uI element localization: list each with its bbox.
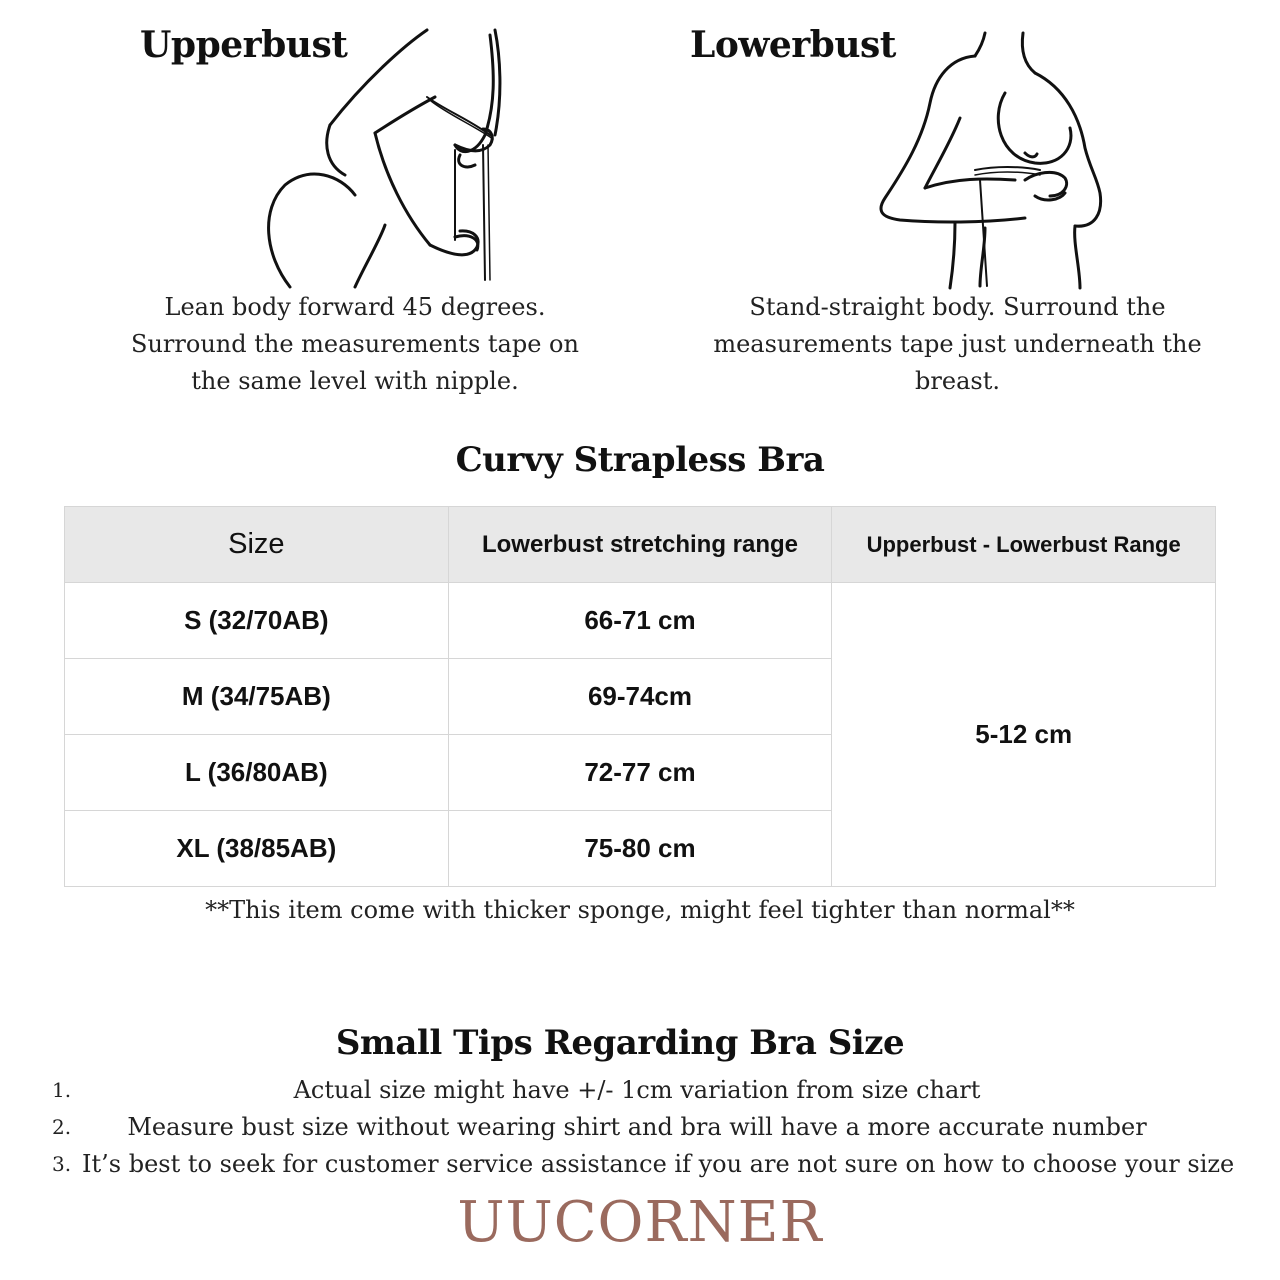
lowerbust-description [700, 289, 1215, 400]
upperbust-illustration [255, 25, 515, 290]
lowerbust-description-line: measurements tape just underneath the [713, 330, 1202, 358]
tip-number: 3. [52, 1152, 72, 1176]
lowerbust-cell: 72-77 cm [448, 735, 832, 811]
header-upper-lower-range: Upperbust - Lowerbust Range [832, 507, 1216, 583]
lowerbust-cell: 66-71 cm [448, 583, 832, 659]
lowerbust-description-line: breast. [915, 367, 1000, 395]
tip-number: 2. [52, 1115, 72, 1139]
table-header-row [65, 507, 1216, 583]
range-cell: 5-12 cm [832, 583, 1216, 887]
brand-logo-text: UUCORNER [457, 1190, 823, 1255]
size-table [64, 506, 1216, 887]
header-lowerbust-range: Lowerbust stretching range [448, 507, 832, 583]
tip-item [52, 1150, 1235, 1184]
upperbust-description-line: Lean body forward 45 degrees. [164, 293, 546, 321]
upperbust-description-line: the same level with nipple. [191, 367, 519, 395]
lowerbust-title: Lowerbust [690, 24, 896, 66]
table-row [65, 583, 1216, 659]
lowerbust-cell: 75-80 cm [448, 811, 832, 887]
size-cell: L (36/80AB) [65, 735, 449, 811]
tip-text: Measure bust size without wearing shirt and bra will have a more accurate number [127, 1113, 1147, 1141]
upperbust-description-line: Surround the measurements tape on [131, 330, 579, 358]
size-chart-title: Curvy Strapless Bra [455, 440, 825, 480]
tip-item [52, 1076, 1222, 1110]
lowerbust-description-line: Stand-straight body. Surround the [749, 293, 1166, 321]
tip-item [52, 1113, 1222, 1147]
lowerbust-cell: 69-74cm [448, 659, 832, 735]
tip-text: It’s best to seek for customer service assistance if you are not sure on how to choose your size [82, 1150, 1235, 1178]
sponge-note: **This item come with thicker sponge, might feel tighter than normal** [205, 896, 1075, 924]
tips-title: Small Tips Regarding Bra Size [335, 1023, 905, 1063]
tip-number: 1. [52, 1078, 72, 1102]
upperbust-title: Upperbust [140, 24, 348, 66]
lowerbust-illustration [875, 28, 1115, 290]
upperbust-description [115, 289, 595, 400]
size-cell: S (32/70AB) [65, 583, 449, 659]
tip-text: Actual size might have +/- 1cm variation from size chart [293, 1076, 981, 1104]
size-cell: M (34/75AB) [65, 659, 449, 735]
size-cell: XL (38/85AB) [65, 811, 449, 887]
header-size: Size [65, 507, 449, 583]
